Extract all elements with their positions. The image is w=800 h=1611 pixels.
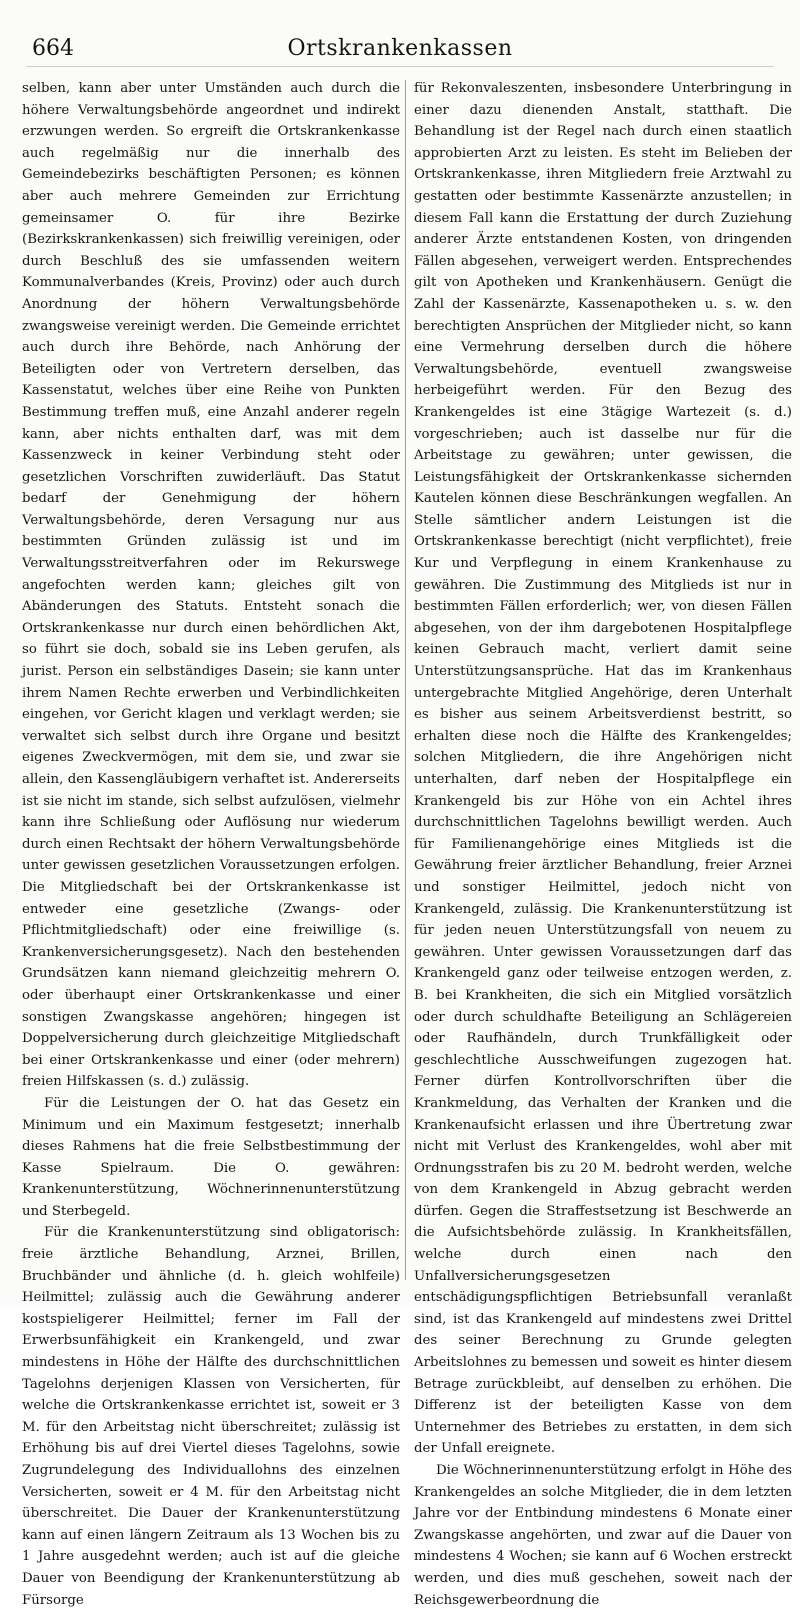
page-number: 664	[32, 36, 74, 61]
paragraph: selben, kann aber unter Umständen auch durch die höhere Verwaltungsbehörde angeordnet und indirekt erzwungen werden. So ergreift die Ortskrankenkasse auch regelmäßig nur die innerhalb des Gemeindebezirks beschäftigten Personen; es können aber auch mehrere Gemeinden zur Errichtung gemeinsamer O. für ihre Bezirke (Bezirkskrankenkassen) sich freiwillig vereinigen, oder durch Beschluß des sie umfassenden weitern Kommunalverbandes (Kreis, Provinz) oder auch durch Anordnung der höhern Verwaltungsbehörde zwangsweise vereinigt werden. Die Gemeinde errichtet auch durch ihre Behörde, nach Anhörung der Beteiligten oder von Vertretern derselben, das Kassenstatut, welches über eine Reihe von Punkten Bestimmung treffen muß, eine Anzahl anderer regeln kann, aber nichts enthalten darf, was mit dem Kassenzweck in keiner Verbindung steht oder gesetzlichen Vorschriften zuwiderläuft. Das Statut bedarf der Genehmigung der höhern Verwaltungsbehörde, deren Versagung nur aus bestimmten Gründen zulässig ist und im Verwaltungsstreitverfahren oder im Rekurswege angefochten werden kann; gleiches gilt von Abänderungen des Statuts. Entsteht sonach die Ortskrankenkasse nur durch einen behördlichen Akt, so führt sie doch, sobald sie ins Leben gerufen, als jurist. Person ein selbständiges Dasein; sie kann unter ihrem Namen Rechte erwerben und Verbindlichkeiten eingehen, vor Gericht klagen und verklagt werden; sie verwaltet sich selbst durch ihre Organe und besitzt eigenes Zweckvermögen, mit dem sie, und zwar sie allein, den Kassengläubigern verhaftet ist. Andererseits ist sie nicht im stande, sich selbst aufzulösen, vielmehr kann ihre Schließung oder Auflösung nur wiederum durch einen Rechtsakt der höhern Verwaltungsbehörde unter gewissen gesetzlichen Voraussetzungen erfolgen. Die Mitgliedschaft bei der Ortskrankenkasse ist entweder eine gesetzliche (Zwangs- oder Pflichtmitgliedschaft) oder eine freiwillige (s. Krankenversicherungsgesetz). Nach den bestehenden Grundsätzen kann niemand gleichzeitig mehrern O. oder überhaupt einer Ortskrankenkasse und einer sonstigen Zwangskasse angehören; hingegen ist Doppelversicherung durch gleichzeitige Mitgliedschaft bei einer Ortskrankenkasse und einer (oder mehrern) freien Hilfskassen (s. d.) zulässig.	[22, 81, 400, 1090]
column-divider	[405, 80, 406, 1280]
left-column	[22, 78, 400, 1608]
right-column	[414, 78, 792, 1608]
paragraph: für Rekonvaleszenten, insbesondere Unterbringung in einer dazu dienenden Anstalt, statthaft. Die Behandlung ist der Regel nach durch einen staatlich approbierten Arzt zu leisten. Es steht im Belieben der Ortskrankenkasse, ihren Mitgliedern freie Arztwahl zu gestatten oder bestimmte Kassenärzte anzustellen; in diesem Fall kann die Erstattung der durch Zuziehung anderer Ärzte entstandenen Kosten, von dringenden Fällen abgesehen, verweigert werden. Entsprechendes gilt von Apotheken und Krankenhäusern. Genügt die Zahl der Kassenärzte, Kassenapotheken u. s. w. den berechtigten Ansprüchen der Mitglieder nicht, so kann eine Vermehrung derselben durch die höhere Verwaltungsbehörde, eventuell zwangsweise herbeigeführt werden. Für den Bezug des Krankengeldes ist eine 3tägige Wartezeit (s. d.) vorgeschrieben; auch ist dasselbe nur für die Arbeitstage zu gewähren; unter gewissen, die Leistungsfähigkeit der Ortskrankenkasse sichernden Kautelen können diese Beschränkungen wegfallen. An Stelle sämtlicher andern Leistungen ist die Ortskrankenkasse berechtigt (nicht verpflichtet), freie Kur und Verpflegung in einem Krankenhause zu gewähren. Die Zustimmung des Mitglieds ist nur in bestimmten Fällen erforderlich; wer, von diesen Fällen abgesehen, von der ihm dargebotenen Hospitalpflege keinen Gebrauch macht, verliert damit seine Unterstützungsansprüche. Hat das im Krankenhaus untergebrachte Mitglied Angehörige, deren Unterhalt es bisher aus seinem Arbeitsverdienst bestritt, so erhalten diese noch die Hälfte des Krankengeldes; solchen Mitgliedern, die ihre Angehörigen nicht unterhalten, darf neben der Hospitalpflege ein Krankengeld bis zur Höhe von ein Achtel ihres durchschnittlichen Tagelohns bewilligt werden. Auch für Familienangehörige eines Mitglieds ist die Gewährung freier ärztlicher Behandlung, freier Arznei und sonstiger Heilmittel, jedoch nicht von Krankengeld, zulässig. Die Krankenunterstützung ist für jeden neuen Unterstützungsfall von neuem zu gewähren. Unter gewissen Voraussetzungen darf das Krankengeld ganz oder teilweise entzogen werden, z. B. bei Krankheiten, die sich ein Mitglied vorsätzlich oder durch schuldhafte Beteiligung an Schlägereien oder Raufhändeln, durch Trunkfälligkeit oder geschlechtliche Ausschweifungen zugezogen hat. Ferner dürfen Kontrollvorschriften über die Krankmeldung, das Verhalten der Kranken und die Krankenaufsicht erlassen und ihre Übertretung zwar nicht mit Verlust des Krankengeldes, wohl aber mit Ordnungsstrafen bis zu 20 M. bedroht werden, welche von dem Krankengeld in Abzug gebracht werden dürfen. Gegen die Straffestsetzung ist Beschwerde an die Aufsichtsbehörde zulässig. In Krankheitsfällen, welche durch einen nach den Unfallversicherungsgesetzen entschädigungspflichtigen Betriebsunfall veranlaßt sind, ist das Krankengeld auf mindestens zwei Drittel des seiner Berechnung zu Grunde gelegten Arbeitslohnes zu bemessen und soweit es hinter diesem Betrage zurückbleibt, auf denselben zu erhöhen. Die Differenz ist der beteiligten Kasse von dem Unternehmer des Betriebes zu erstatten, in dem sich der Unfall ereignete.	[414, 81, 792, 1457]
paragraph: Für die Krankenunterstützung sind obligatorisch: freie ärztliche Behandlung, Arznei, Brillen, Bruchbänder und ähnliche (d. h. gleich wohlfeile) Heilmittel; zulässig auch die Gewährung anderer kostspieligerer Heilmittel; ferner im Fall der Erwerbsunfähigkeit ein Krankengeld, und zwar mindestens in Höhe der Hälfte des durchschnittlichen Tagelohns derjenigen Klassen von Versicherten, für welche die Ortskrankenkasse errichtet ist, soweit er 3 M. für den Arbeitstag nicht überschreitet; zulässig ist Erhöhung bis auf drei Viertel dieses Tagelohns, sowie Zugrundelegung des Individuallohns des einzelnen Versicherten, soweit er 4 M. für den Arbeitstag nicht überschreitet. Die Dauer der Krankenunterstützung kann auf einen längern Zeitraum als 13 Wochen bis zu 1 Jahre ausgedehnt werden; auch ist auf die gleiche Dauer von Beendigung der Krankenunterstützung ab Fürsorge	[22, 1225, 400, 1608]
paragraph: Für die Leistungen der O. hat das Gesetz ein Minimum und ein Maximum festgesetzt; innerhalb dieses Rahmens hat die freie Selbstbestimmung der Kasse Spielraum. Die O. gewähren: Krankenunterstützung, Wöchnerinnenunterstützung und Sterbegeld.	[22, 1095, 400, 1219]
paragraph: Die Wöchnerinnenunterstützung erfolgt in Höhe des Krankengeldes an solche Mitglieder, die in dem letzten Jahre vor der Entbindung mindestens 6 Monate einer Zwangskasse angehörten, und zwar auf die Dauer von mindestens 4 Wochen; sie kann auf 6 Wochen erstreckt werden, und dies muß geschehen, soweit nach der Reichsgewerbeordnung die	[414, 1463, 792, 1608]
page-header	[26, 30, 774, 67]
running-title: Ortskrankenkassen	[287, 36, 513, 61]
